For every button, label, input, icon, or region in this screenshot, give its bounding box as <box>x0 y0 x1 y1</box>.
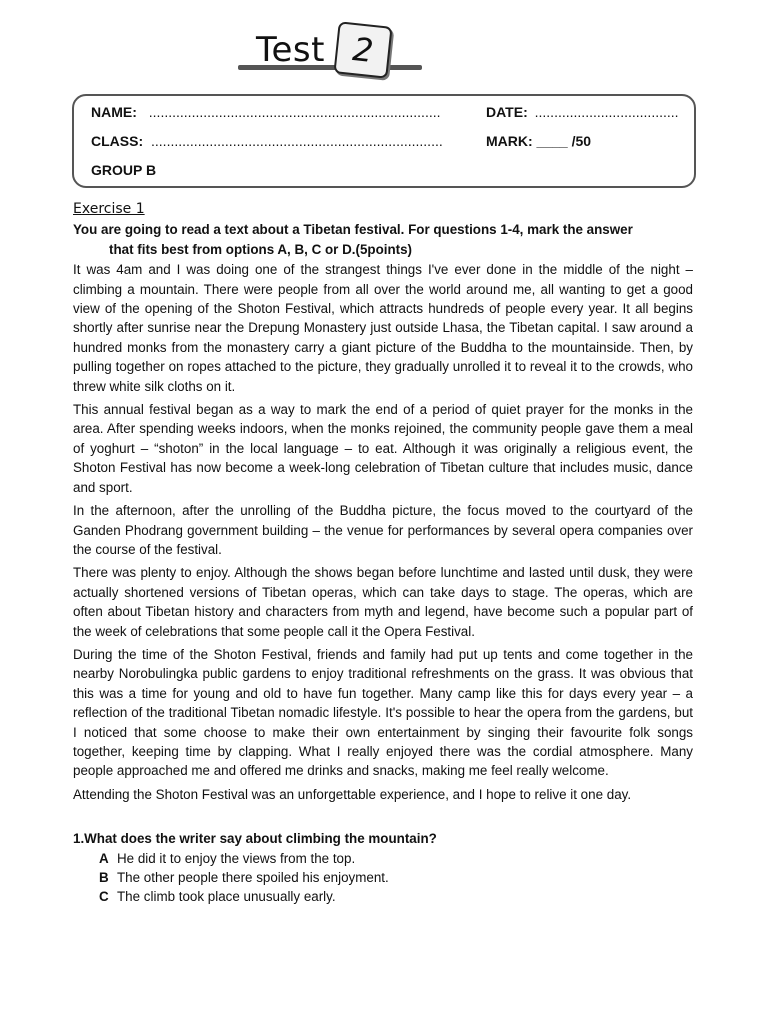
paragraph-6: Attending the Shoton Festival was an unforgettable experience, and I hope to relive it one day. <box>73 786 632 802</box>
name-row <box>91 104 441 120</box>
paragraph-4: There was plenty to enjoy. Although the shows began before lunchtime and lasted until dusk, they were actually shortened versions of Tibetan operas, which can take days to stage. The operas, which are often about Tibetan history and characters from myth and legend, have become such a popular part of the week of celebrations that some people call it the Opera Festival. <box>73 565 693 639</box>
paragraph-5: During the time of the Shoton Festival, friends and family had put up tents and come together in the nearby Norobulingka public gardens to enjoy traditional refreshments on the grass. It was obvious that this was a time for young and old to have fun together. Many camp like this for days every year – a reflection of the traditional Tibetan nomadic lifestyle. It's possible to hear the opera from the gardens, but I noticed that some choose to make their own entertainment by singing their favourite folk songs together, keeping time by clapping. What I really enjoyed there was the cordial atmosphere. Many people approached me and offered me drinks and snacks, making me feel really welcome. <box>73 646 693 779</box>
exercise-content <box>73 200 693 907</box>
test-number: 2 <box>350 30 376 70</box>
class-field[interactable]: ........................................................................... <box>151 133 443 149</box>
paragraph-2: This annual festival began as a way to mark the end of a period of quiet prayer for the monks in the area. After spending weeks indoors, when the monks rejoined, the community people gave them a meal of yoghurt – “shoton” in the local language – to eat. Although it was originally a religious event, the Shoton Festival has now become a week-long celebration of Tibetan culture that includes music, dance and sport. <box>73 402 693 495</box>
exercise-instruction <box>73 220 693 259</box>
date-field[interactable]: ..................................... <box>534 104 679 120</box>
date-row <box>486 104 679 120</box>
test-header <box>236 18 426 80</box>
group-label: GROUP B <box>91 162 157 178</box>
mark-row <box>486 133 591 149</box>
instruction-line-1: You are going to read a text about a Tibetan festival. For questions 1-4, mark the answer <box>73 222 633 238</box>
option-text: He did it to enjoy the views from the top. <box>117 850 356 866</box>
paragraph-1: It was 4am and I was doing one of the strangest things I've ever done in the middle of the night – climbing a mountain. There were people from all over the world around me, all wanting to get a good view of the opening of the Shoton Festival, which attracts hundreds of people every year. It all begins shortly after sunrise near the Drepung Monastery just outside Lhasa, the Tibetan capital. I saw around a hundred monks from the monastery carry a giant picture of the Buddha to the mountainside. Then, by pulling together on ropes attached to the picture, they gradually unrolled it to reveal it to the crowds, who threw white silk cloths on it. <box>73 262 693 394</box>
option-letter: C <box>99 889 109 905</box>
date-label: DATE: <box>486 104 528 120</box>
option-text: The other people there spoiled his enjoyment. <box>117 870 389 885</box>
test-title: Test <box>256 30 325 70</box>
name-field[interactable]: ........................................................................... <box>148 104 441 120</box>
student-info-box <box>72 94 696 188</box>
option-letter: A <box>99 850 109 866</box>
option-a[interactable] <box>73 849 693 868</box>
class-row <box>91 133 443 149</box>
option-text: The climb took place unusually early. <box>117 889 336 905</box>
option-c[interactable] <box>73 887 693 906</box>
test-number-box <box>333 21 392 78</box>
class-label: CLASS: <box>91 133 144 149</box>
option-letter: B <box>99 870 109 885</box>
option-b[interactable] <box>73 868 693 887</box>
exercise-title: Exercise 1 <box>73 201 145 217</box>
paragraph-3: In the afternoon, after the unrolling of the Buddha picture, the focus moved to the courtyard of the Ganden Phodrang government building – the venue for performances by several opera companies over the course of the festival. <box>73 503 693 557</box>
mark-label: MARK: ____ /50 <box>486 133 592 149</box>
instruction-line-2: that fits best from options A, B, C or D.(5points) <box>109 241 413 257</box>
question-1: 1.What does the writer say about climbing the mountain? <box>73 831 437 847</box>
name-label: NAME: <box>91 104 137 120</box>
